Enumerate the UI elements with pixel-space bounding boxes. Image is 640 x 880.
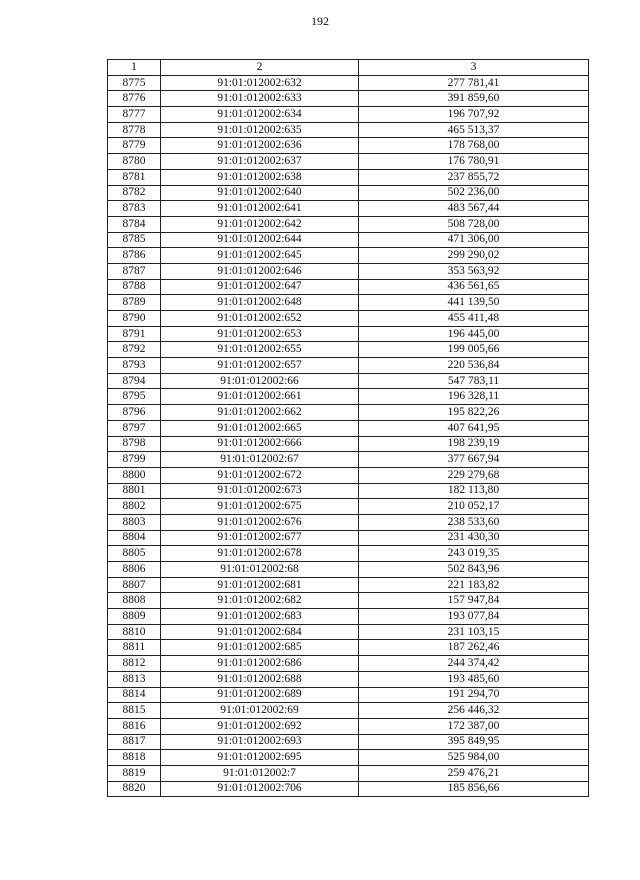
value-cell: 193 485,60 xyxy=(359,671,589,687)
cadastral-number-cell: 91:01:012002:632 xyxy=(161,75,359,91)
cadastral-number-cell: 91:01:012002:686 xyxy=(161,656,359,672)
row-number-cell: 8808 xyxy=(108,593,161,609)
row-number-cell: 8805 xyxy=(108,546,161,562)
value-cell: 196 328,11 xyxy=(359,389,589,405)
value-cell: 391 859,60 xyxy=(359,91,589,107)
cadastral-number-cell: 91:01:012002:673 xyxy=(161,483,359,499)
cadastral-number-cell: 91:01:012002:677 xyxy=(161,530,359,546)
value-cell: 196 707,92 xyxy=(359,107,589,123)
table-row xyxy=(108,91,589,107)
cadastral-number-cell: 91:01:012002:640 xyxy=(161,185,359,201)
table-row xyxy=(108,295,589,311)
value-cell: 243 019,35 xyxy=(359,546,589,562)
cadastral-number-cell: 91:01:012002:692 xyxy=(161,718,359,734)
row-number-cell: 8816 xyxy=(108,718,161,734)
cadastral-number-cell: 91:01:012002:67 xyxy=(161,452,359,468)
table-row xyxy=(108,122,589,138)
cadastral-number-cell: 91:01:012002:647 xyxy=(161,279,359,295)
cadastral-number-cell: 91:01:012002:684 xyxy=(161,624,359,640)
cadastral-number-cell: 91:01:012002:693 xyxy=(161,734,359,750)
row-number-cell: 8815 xyxy=(108,703,161,719)
cadastral-number-cell: 91:01:012002:642 xyxy=(161,216,359,232)
row-number-cell: 8777 xyxy=(108,107,161,123)
table-row xyxy=(108,499,589,515)
value-cell: 221 183,82 xyxy=(359,577,589,593)
cadastral-number-cell: 91:01:012002:672 xyxy=(161,467,359,483)
value-cell: 231 103,15 xyxy=(359,624,589,640)
table-row xyxy=(108,765,589,781)
row-number-cell: 8799 xyxy=(108,452,161,468)
row-number-cell: 8800 xyxy=(108,467,161,483)
table-row xyxy=(108,609,589,625)
value-cell: 191 294,70 xyxy=(359,687,589,703)
row-number-cell: 8807 xyxy=(108,577,161,593)
cadastral-number-cell: 91:01:012002:683 xyxy=(161,609,359,625)
row-number-cell: 8811 xyxy=(108,640,161,656)
value-cell: 377 667,94 xyxy=(359,452,589,468)
value-cell: 483 567,44 xyxy=(359,201,589,217)
table-row xyxy=(108,358,589,374)
value-cell: 199 005,66 xyxy=(359,342,589,358)
column-header-cadastral: 2 xyxy=(161,60,359,76)
value-cell: 465 513,37 xyxy=(359,122,589,138)
table-row xyxy=(108,263,589,279)
row-number-cell: 8813 xyxy=(108,671,161,687)
row-number-cell: 8814 xyxy=(108,687,161,703)
cadastral-number-cell: 91:01:012002:681 xyxy=(161,577,359,593)
value-cell: 455 411,48 xyxy=(359,311,589,327)
value-cell: 502 843,96 xyxy=(359,562,589,578)
cadastral-number-cell: 91:01:012002:645 xyxy=(161,248,359,264)
table-row xyxy=(108,483,589,499)
value-cell: 210 052,17 xyxy=(359,499,589,515)
row-number-cell: 8775 xyxy=(108,75,161,91)
cadastral-number-cell: 91:01:012002:665 xyxy=(161,420,359,436)
cadastral-number-cell: 91:01:012002:695 xyxy=(161,750,359,766)
table-row xyxy=(108,138,589,154)
cadastral-number-cell: 91:01:012002:666 xyxy=(161,436,359,452)
row-number-cell: 8819 xyxy=(108,765,161,781)
value-cell: 441 139,50 xyxy=(359,295,589,311)
table-row xyxy=(108,546,589,562)
table-row xyxy=(108,530,589,546)
cadastral-number-cell: 91:01:012002:682 xyxy=(161,593,359,609)
cadastral-number-cell: 91:01:012002:662 xyxy=(161,405,359,421)
cadastral-number-cell: 91:01:012002:688 xyxy=(161,671,359,687)
value-cell: 193 077,84 xyxy=(359,609,589,625)
value-cell: 277 781,41 xyxy=(359,75,589,91)
cadastral-number-cell: 91:01:012002:661 xyxy=(161,389,359,405)
cadastral-number-cell: 91:01:012002:657 xyxy=(161,358,359,374)
table-row xyxy=(108,781,589,797)
row-number-cell: 8795 xyxy=(108,389,161,405)
row-number-cell: 8809 xyxy=(108,609,161,625)
value-cell: 172 387,00 xyxy=(359,718,589,734)
value-cell: 176 780,91 xyxy=(359,154,589,170)
table-row xyxy=(108,436,589,452)
value-cell: 259 476,21 xyxy=(359,765,589,781)
row-number-cell: 8812 xyxy=(108,656,161,672)
table-row xyxy=(108,154,589,170)
table-row xyxy=(108,373,589,389)
cadastral-number-cell: 91:01:012002:652 xyxy=(161,311,359,327)
row-number-cell: 8788 xyxy=(108,279,161,295)
table-row xyxy=(108,326,589,342)
row-number-cell: 8778 xyxy=(108,122,161,138)
cadastral-number-cell: 91:01:012002:641 xyxy=(161,201,359,217)
row-number-cell: 8780 xyxy=(108,154,161,170)
value-cell: 182 113,80 xyxy=(359,483,589,499)
cadastral-number-cell: 91:01:012002:648 xyxy=(161,295,359,311)
row-number-cell: 8781 xyxy=(108,169,161,185)
row-number-cell: 8789 xyxy=(108,295,161,311)
table-row xyxy=(108,279,589,295)
table-row xyxy=(108,107,589,123)
value-cell: 237 855,72 xyxy=(359,169,589,185)
table-row xyxy=(108,734,589,750)
table-row xyxy=(108,248,589,264)
cadastral-number-cell: 91:01:012002:634 xyxy=(161,107,359,123)
row-number-cell: 8776 xyxy=(108,91,161,107)
row-number-cell: 8803 xyxy=(108,514,161,530)
value-cell: 547 783,11 xyxy=(359,373,589,389)
cadastral-number-cell: 91:01:012002:69 xyxy=(161,703,359,719)
cadastral-number-cell: 91:01:012002:676 xyxy=(161,514,359,530)
cadastral-number-cell: 91:01:012002:68 xyxy=(161,562,359,578)
cadastral-number-cell: 91:01:012002:638 xyxy=(161,169,359,185)
table-row xyxy=(108,201,589,217)
value-cell: 353 563,92 xyxy=(359,263,589,279)
table-row xyxy=(108,718,589,734)
row-number-cell: 8792 xyxy=(108,342,161,358)
table-row xyxy=(108,185,589,201)
table-header xyxy=(108,60,589,76)
table-row xyxy=(108,671,589,687)
value-cell: 395 849,95 xyxy=(359,734,589,750)
cadastral-number-cell: 91:01:012002:675 xyxy=(161,499,359,515)
row-number-cell: 8794 xyxy=(108,373,161,389)
table-row xyxy=(108,311,589,327)
table-row xyxy=(108,232,589,248)
value-cell: 525 984,00 xyxy=(359,750,589,766)
row-number-cell: 8783 xyxy=(108,201,161,217)
cadastral-number-cell: 91:01:012002:66 xyxy=(161,373,359,389)
table-row xyxy=(108,640,589,656)
value-cell: 471 306,00 xyxy=(359,232,589,248)
value-cell: 187 262,46 xyxy=(359,640,589,656)
cadastral-number-cell: 91:01:012002:678 xyxy=(161,546,359,562)
table-row xyxy=(108,750,589,766)
value-cell: 244 374,42 xyxy=(359,656,589,672)
row-number-cell: 8791 xyxy=(108,326,161,342)
row-number-cell: 8806 xyxy=(108,562,161,578)
row-number-cell: 8804 xyxy=(108,530,161,546)
table-row xyxy=(108,452,589,468)
cadastral-number-cell: 91:01:012002:7 xyxy=(161,765,359,781)
table-row xyxy=(108,342,589,358)
value-cell: 229 279,68 xyxy=(359,467,589,483)
value-cell: 220 536,84 xyxy=(359,358,589,374)
value-cell: 508 728,00 xyxy=(359,216,589,232)
value-cell: 436 561,65 xyxy=(359,279,589,295)
table-row xyxy=(108,593,589,609)
row-number-cell: 8790 xyxy=(108,311,161,327)
cadastral-number-cell: 91:01:012002:653 xyxy=(161,326,359,342)
column-header-number: 1 xyxy=(108,60,161,76)
table-row xyxy=(108,687,589,703)
table-row xyxy=(108,562,589,578)
cadastral-number-cell: 91:01:012002:635 xyxy=(161,122,359,138)
cadastral-number-cell: 91:01:012002:706 xyxy=(161,781,359,797)
row-number-cell: 8785 xyxy=(108,232,161,248)
cadastral-number-cell: 91:01:012002:646 xyxy=(161,263,359,279)
row-number-cell: 8786 xyxy=(108,248,161,264)
value-cell: 178 768,00 xyxy=(359,138,589,154)
cadastral-number-cell: 91:01:012002:689 xyxy=(161,687,359,703)
table-row xyxy=(108,514,589,530)
row-number-cell: 8784 xyxy=(108,216,161,232)
row-number-cell: 8802 xyxy=(108,499,161,515)
row-number-cell: 8793 xyxy=(108,358,161,374)
header-row xyxy=(108,60,589,76)
table-row xyxy=(108,656,589,672)
row-number-cell: 8787 xyxy=(108,263,161,279)
row-number-cell: 8797 xyxy=(108,420,161,436)
cadastral-number-cell: 91:01:012002:644 xyxy=(161,232,359,248)
cadastral-number-cell: 91:01:012002:637 xyxy=(161,154,359,170)
row-number-cell: 8782 xyxy=(108,185,161,201)
value-cell: 502 236,00 xyxy=(359,185,589,201)
table-row xyxy=(108,624,589,640)
value-cell: 231 430,30 xyxy=(359,530,589,546)
table-row xyxy=(108,75,589,91)
value-cell: 407 641,95 xyxy=(359,420,589,436)
table-row xyxy=(108,169,589,185)
row-number-cell: 8817 xyxy=(108,734,161,750)
value-cell: 299 290,02 xyxy=(359,248,589,264)
registry-table xyxy=(107,59,589,797)
value-cell: 196 445,00 xyxy=(359,326,589,342)
table-row xyxy=(108,420,589,436)
value-cell: 157 947,84 xyxy=(359,593,589,609)
row-number-cell: 8779 xyxy=(108,138,161,154)
value-cell: 185 856,66 xyxy=(359,781,589,797)
table-row xyxy=(108,703,589,719)
column-header-value: 3 xyxy=(359,60,589,76)
cadastral-number-cell: 91:01:012002:685 xyxy=(161,640,359,656)
row-number-cell: 8820 xyxy=(108,781,161,797)
table-row xyxy=(108,467,589,483)
table-row xyxy=(108,389,589,405)
table-row xyxy=(108,577,589,593)
row-number-cell: 8818 xyxy=(108,750,161,766)
value-cell: 198 239,19 xyxy=(359,436,589,452)
table-row xyxy=(108,216,589,232)
table-body xyxy=(108,75,589,797)
cadastral-number-cell: 91:01:012002:633 xyxy=(161,91,359,107)
value-cell: 238 533,60 xyxy=(359,514,589,530)
value-cell: 195 822,26 xyxy=(359,405,589,421)
cadastral-number-cell: 91:01:012002:636 xyxy=(161,138,359,154)
row-number-cell: 8798 xyxy=(108,436,161,452)
value-cell: 256 446,32 xyxy=(359,703,589,719)
row-number-cell: 8810 xyxy=(108,624,161,640)
row-number-cell: 8796 xyxy=(108,405,161,421)
cadastral-number-cell: 91:01:012002:655 xyxy=(161,342,359,358)
page-number: 192 xyxy=(311,14,329,28)
table-row xyxy=(108,405,589,421)
row-number-cell: 8801 xyxy=(108,483,161,499)
